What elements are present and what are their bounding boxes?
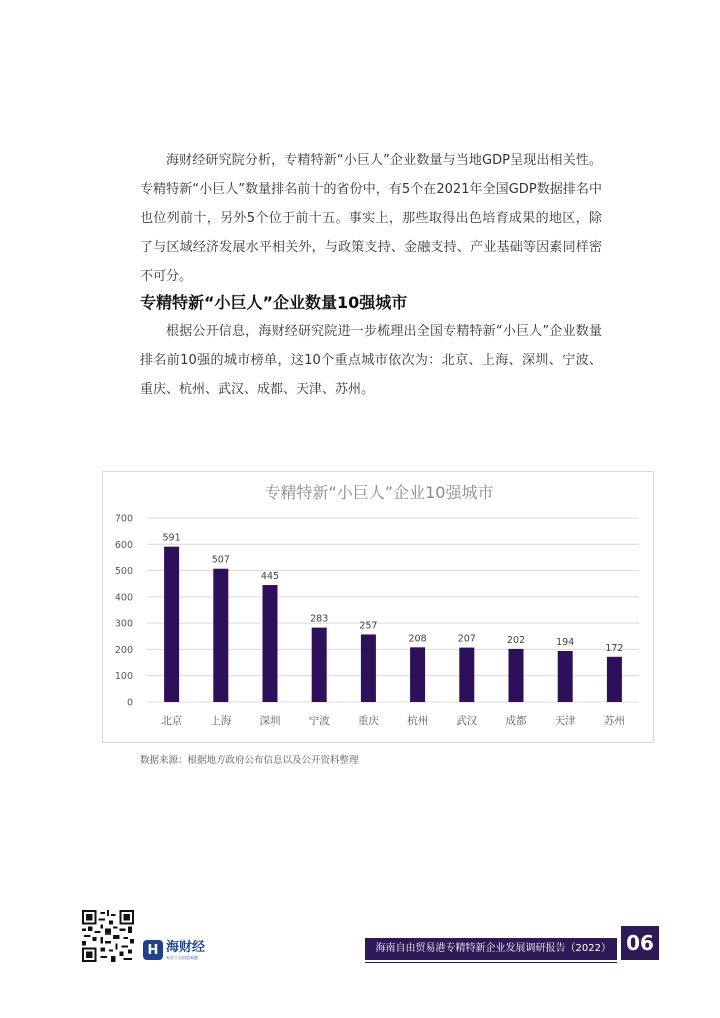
bar-chart-svg xyxy=(103,472,655,744)
bar-武汉 xyxy=(459,648,474,702)
y-tick-label: 700 xyxy=(114,513,133,525)
x-category-label: 杭州 xyxy=(407,715,429,727)
bar-value-label: 202 xyxy=(506,634,526,646)
qr-code-icon xyxy=(82,910,134,962)
bar-value-label: 283 xyxy=(310,613,329,625)
x-category-label: 苏州 xyxy=(603,715,625,727)
x-category-label: 武汉 xyxy=(456,715,478,727)
y-tick-label: 200 xyxy=(114,644,133,656)
x-category-label: 重庆 xyxy=(357,715,379,727)
chart-title: 专精特新“小巨人”企业10强城市 xyxy=(264,483,494,502)
x-category-label: 北京 xyxy=(161,715,183,727)
page-number: 06 xyxy=(621,926,659,960)
x-category-label: 宁波 xyxy=(308,715,330,727)
bar-成都 xyxy=(509,649,524,702)
bar-value-label: 445 xyxy=(260,571,280,583)
bar-value-label: 507 xyxy=(211,554,230,566)
y-tick-label: 100 xyxy=(114,671,133,683)
bar-北京 xyxy=(164,547,179,702)
intro-paragraph: 海财经研究院分析，专精特新“小巨人”企业数量与当地GDP呈现出相关性。专精特新“小巨人”数量排名前十的省份中，有5个在2021年全国GDP数据排名中也位列前十，另外5个位于前十五。事实上，那些取得出色培育成果的地区，除了与区域经济发展水平相关外，与政策支持、金融支持、产业基础等因素同样密不可分。 xyxy=(140,153,602,284)
bar-上海 xyxy=(213,569,228,702)
bar-天津 xyxy=(558,651,573,702)
bar-value-label: 257 xyxy=(359,620,378,632)
data-source-note: 数据来源：根据地方政府公布信息以及公开资料整理 xyxy=(140,755,359,766)
y-tick-label: 400 xyxy=(114,592,133,604)
hai-caijing-logo-icon: H xyxy=(143,940,163,960)
bar-杭州 xyxy=(410,647,425,702)
x-category-label: 深圳 xyxy=(259,715,281,727)
logo-slogan: 专注于自由贸易港 xyxy=(166,955,198,960)
bar-重庆 xyxy=(361,634,376,702)
x-category-label: 成都 xyxy=(505,715,527,727)
bar-value-label: 208 xyxy=(408,633,427,645)
y-tick-label: 600 xyxy=(114,539,133,551)
y-tick-label: 500 xyxy=(114,566,133,578)
x-category-label: 天津 xyxy=(554,715,576,727)
x-category-label: 上海 xyxy=(210,715,232,727)
report-title-bar: 海南自由贸易港专精特新企业发展调研报告（2022） xyxy=(365,938,617,960)
bar-苏州 xyxy=(607,657,622,702)
bar-value-label: 194 xyxy=(556,637,575,649)
bar-value-label: 172 xyxy=(605,642,624,654)
bar-value-label: 591 xyxy=(162,532,181,544)
footer-divider xyxy=(365,962,617,963)
y-tick-label: 300 xyxy=(114,618,133,630)
bar-深圳 xyxy=(263,585,278,702)
bar-宁波 xyxy=(312,628,327,702)
bar-chart xyxy=(102,471,654,743)
y-tick-label: 0 xyxy=(126,697,133,709)
ranking-paragraph: 根据公开信息，海财经研究院进一步梳理出全国专精特新“小巨人”企业数量排名前10强的城市榜单，这10个重点城市依次为：北京、上海、深圳、宁波、重庆、杭州、武汉、成都、天津、苏州。 xyxy=(140,324,602,397)
logo-name: 海财经 xyxy=(166,940,206,955)
bar-value-label: 207 xyxy=(457,633,476,645)
section-heading: 专精特新“小巨人”企业数量10强城市 xyxy=(140,293,408,312)
hai-caijing-logo xyxy=(143,940,205,960)
